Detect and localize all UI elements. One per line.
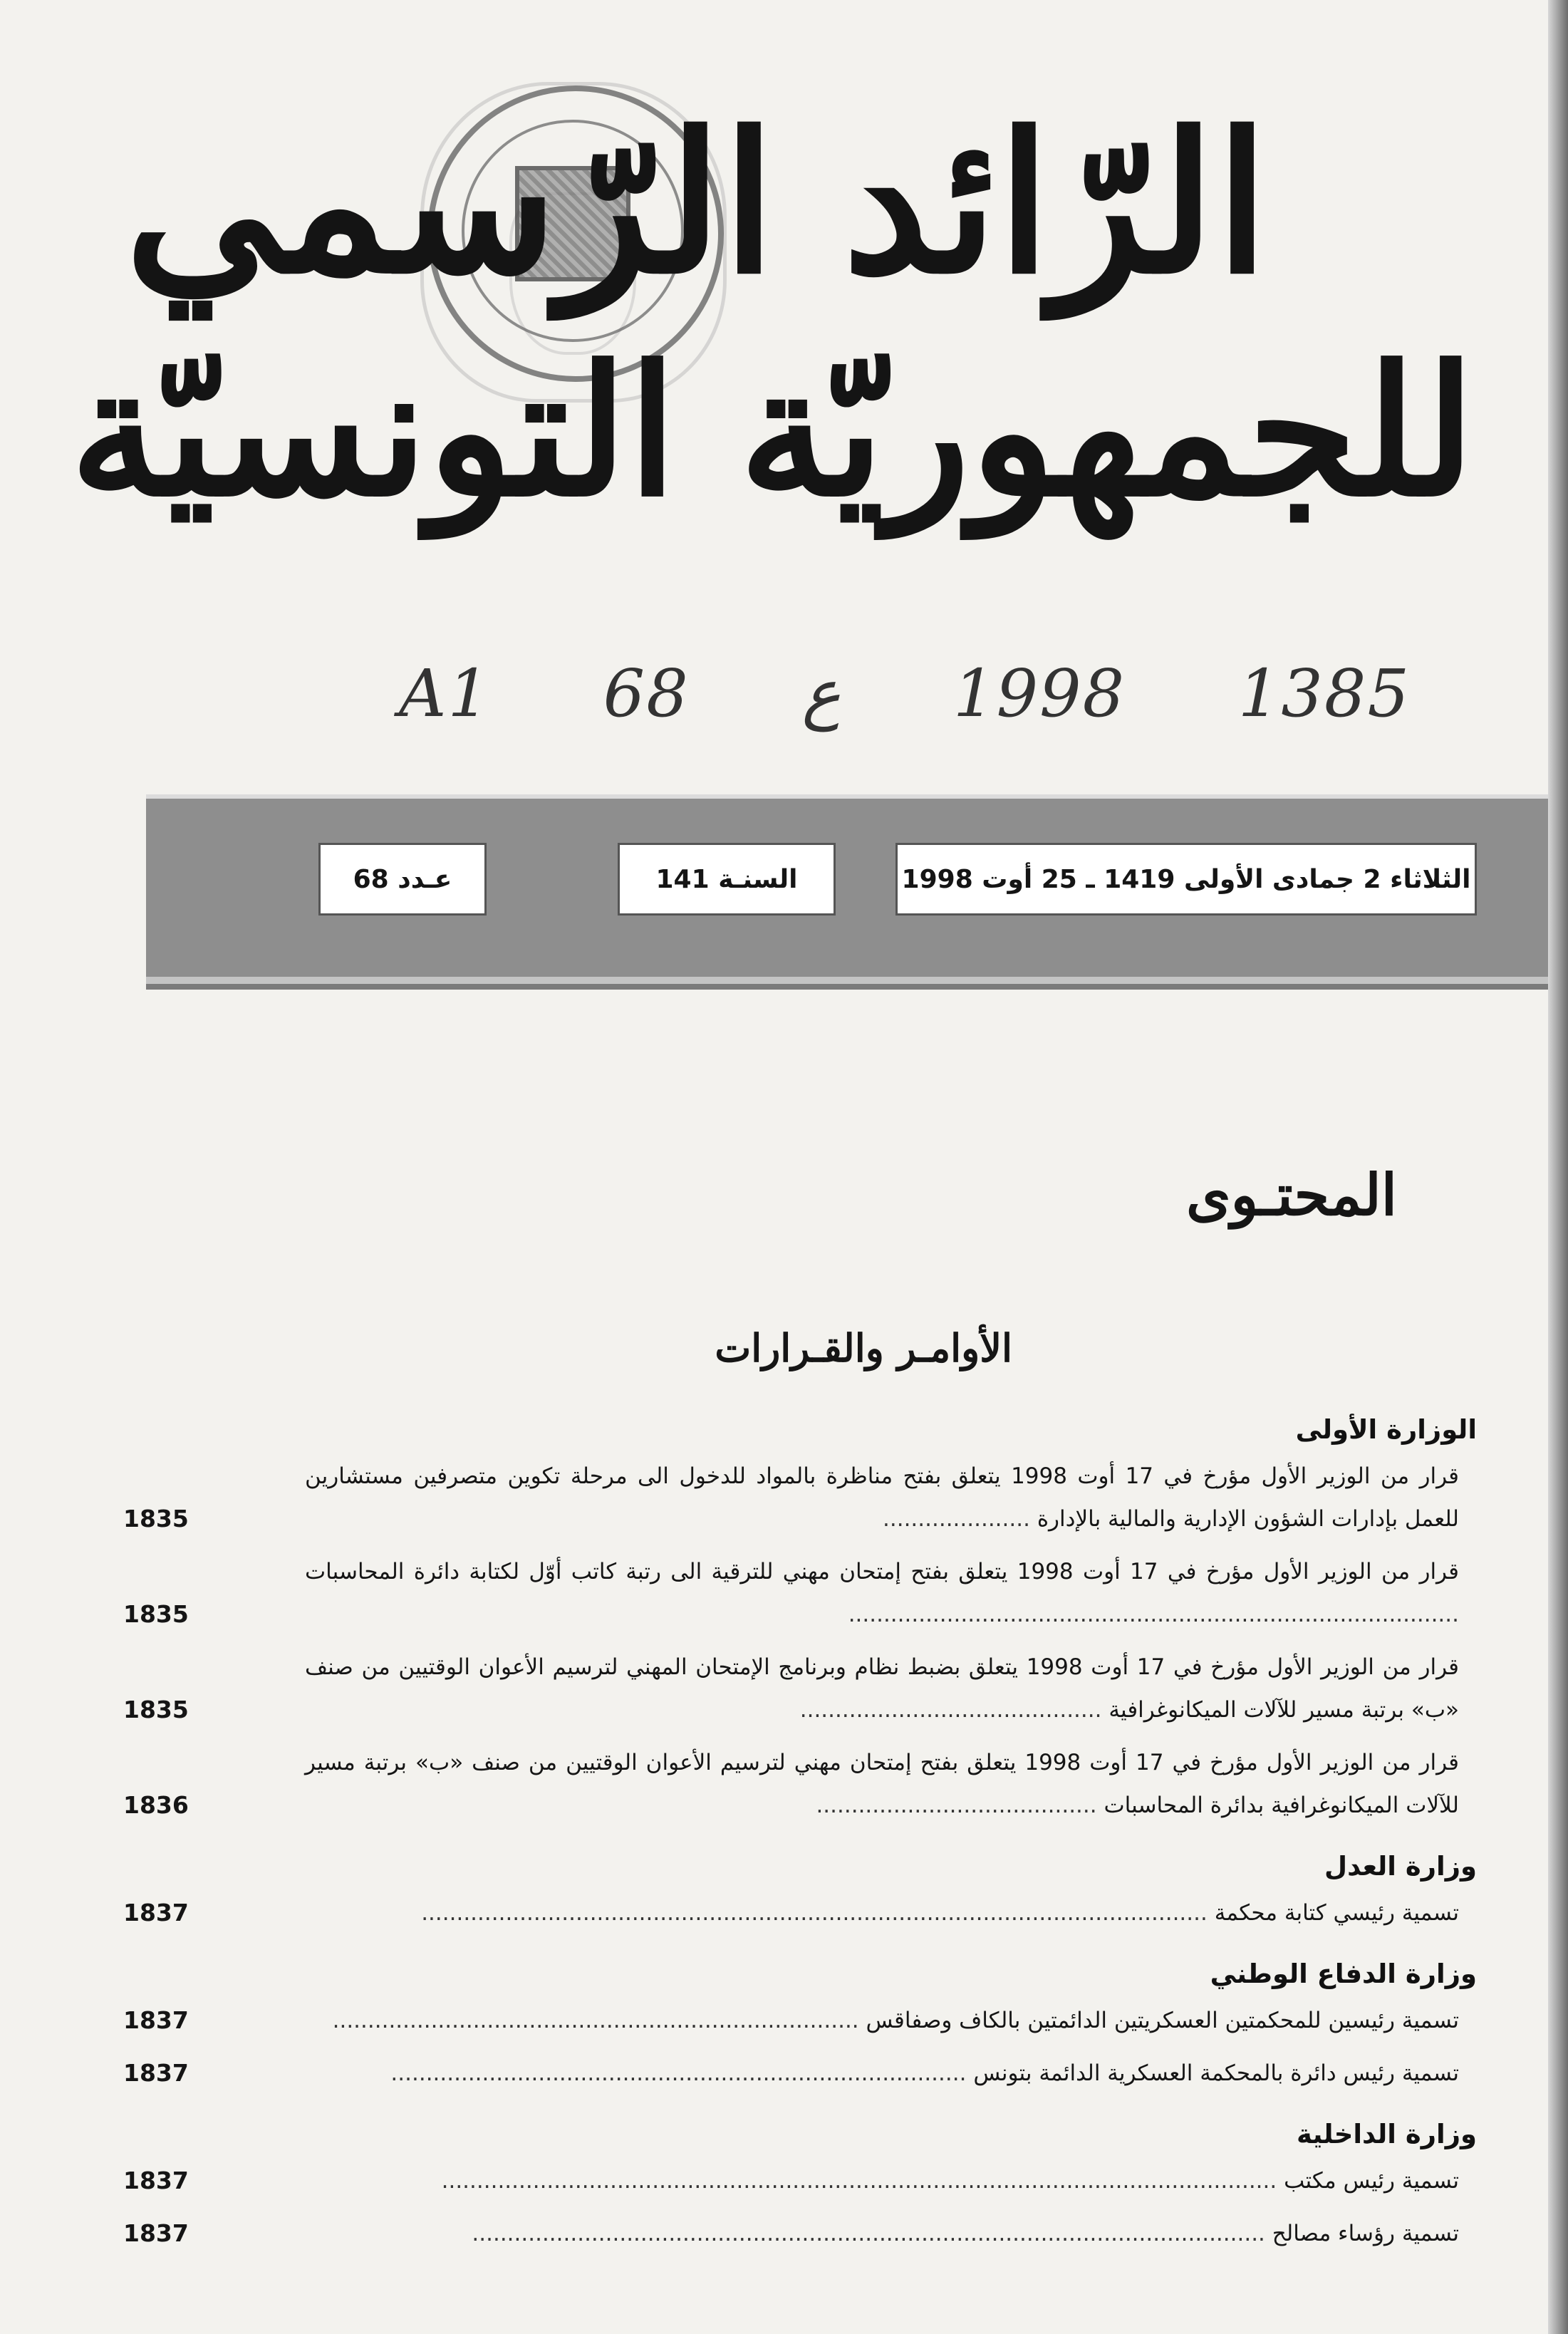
entry-title: تسمية رئيسي كتابة محكمة bbox=[1214, 1900, 1459, 1926]
toc-entry[interactable] bbox=[123, 2159, 1459, 2202]
ministry-heading: الوزارة الأولى bbox=[1295, 1414, 1477, 1445]
issue-number: عـدد 68 bbox=[318, 843, 487, 916]
entry-title: قرار من الوزير الأول مؤرخ في 17 أوت 1998 يتعلق بضبط نظام وبرنامج الإمتحان المهني لترسيم الأعوان الوقتيين من صنف «ب» برتبة مسير للآلات الميكانوغرافية bbox=[305, 1654, 1459, 1723]
entry-title: تسمية رئيسين للمحكمتين العسكريتين الدائمتين بالكاف وصفاقس bbox=[866, 2008, 1459, 2033]
leader-dots: ....................................................................................... bbox=[848, 1602, 1459, 1627]
toc-entry[interactable] bbox=[123, 1999, 1459, 2042]
entry-title: تسمية رؤساء مصالح bbox=[1272, 2221, 1459, 2246]
entry-title: قرار من الوزير الأول مؤرخ في 17 أوت 1998 يتعلق بفتح مناظرة بالمواد للدخول الى مرحلة تكوين متصرفين مستشارين للعمل بإدارات الشؤون الإدارية والمالية بالإدارة bbox=[305, 1463, 1459, 1532]
leader-dots: ........................................... bbox=[799, 1697, 1102, 1723]
gazette-title-line2: للجمهوريّة التونسيّة bbox=[70, 326, 1475, 536]
entry-page-number: 1836 bbox=[123, 1791, 189, 1819]
entry-page-number: 1837 bbox=[123, 2219, 189, 2247]
handwritten-letter: ع bbox=[801, 655, 841, 732]
toc-entry[interactable] bbox=[123, 1741, 1459, 1827]
entry-title: تسمية رئيس دائرة بالمحكمة العسكرية الدائمة بتونس bbox=[973, 2060, 1459, 2086]
entry-title: تسمية رئيس مكتب bbox=[1284, 2168, 1459, 2194]
page-edge-shadow bbox=[1548, 0, 1568, 2334]
ministry-group bbox=[123, 1959, 1477, 2095]
toc-entry[interactable] bbox=[123, 2052, 1459, 2095]
entry-page-number: 1837 bbox=[123, 1899, 189, 1926]
leader-dots: ................................................................................................................. bbox=[472, 2221, 1265, 2246]
ministry-group bbox=[123, 2119, 1477, 2255]
contents-heading: المحتـوى bbox=[1185, 1161, 1397, 1228]
ministry-heading: وزارة العدل bbox=[1324, 1851, 1477, 1882]
handwritten-year: 1998 bbox=[953, 655, 1126, 732]
issue-year: السنـة 141 bbox=[618, 843, 836, 916]
entry-page-number: 1835 bbox=[123, 1696, 189, 1723]
entry-page-number: 1837 bbox=[123, 2059, 189, 2087]
section-heading: الأوامـر والقـرارات bbox=[715, 1325, 1012, 1371]
ministry-heading: وزارة الدفاع الوطني bbox=[1210, 1959, 1477, 1989]
issue-info-bar bbox=[146, 794, 1562, 977]
leader-dots: ........................................ bbox=[816, 1793, 1097, 1818]
toc-entry[interactable] bbox=[123, 2212, 1459, 2255]
ministry-group bbox=[123, 1414, 1477, 1827]
leader-dots: ..................... bbox=[883, 1506, 1030, 1532]
handwritten-code: A1 bbox=[399, 655, 491, 732]
leader-dots: ....................................................................................................................... bbox=[441, 2168, 1277, 2194]
leader-dots: ........................................................................... bbox=[332, 2008, 859, 2033]
handwritten-reference bbox=[399, 655, 1411, 732]
handwritten-serial: 1385 bbox=[1237, 655, 1411, 732]
table-of-contents bbox=[123, 1414, 1477, 2279]
handwritten-number: 68 bbox=[603, 655, 690, 732]
leader-dots: ................................................................................................................ bbox=[421, 1900, 1208, 1926]
toc-entry[interactable] bbox=[123, 1892, 1459, 1934]
toc-entry[interactable] bbox=[123, 1550, 1459, 1636]
entry-title: قرار من الوزير الأول مؤرخ في 17 أوت 1998 يتعلق بفتح إمتحان مهني لترسيم الأعوان الوقتيين من صنف «ب» برتبة مسير للآلات الميكانوغرافية بدائرة المحاسبات bbox=[305, 1750, 1459, 1818]
ministry-heading: وزارة الداخلية bbox=[1297, 2119, 1477, 2149]
ministry-group bbox=[123, 1851, 1477, 1934]
entry-page-number: 1835 bbox=[123, 1600, 189, 1628]
issue-date: الثلاثاء 2 جمادى الأولى 1419 ـ 25 أوت 1998 bbox=[895, 843, 1477, 916]
toc-entry[interactable] bbox=[123, 1646, 1459, 1731]
entry-page-number: 1835 bbox=[123, 1505, 189, 1532]
entry-title: قرار من الوزير الأول مؤرخ في 17 أوت 1998 يتعلق بفتح إمتحان مهني للترقية الى رتبة كاتب أوّل لكتابة دائرة المحاسبات bbox=[305, 1559, 1459, 1584]
gazette-title-line1: الرّائد الرّسمي bbox=[125, 90, 1269, 316]
entry-page-number: 1837 bbox=[123, 2167, 189, 2194]
leader-dots: .................................................................................. bbox=[390, 2060, 967, 2086]
toc-entry[interactable] bbox=[123, 1455, 1459, 1540]
entry-page-number: 1837 bbox=[123, 2006, 189, 2034]
